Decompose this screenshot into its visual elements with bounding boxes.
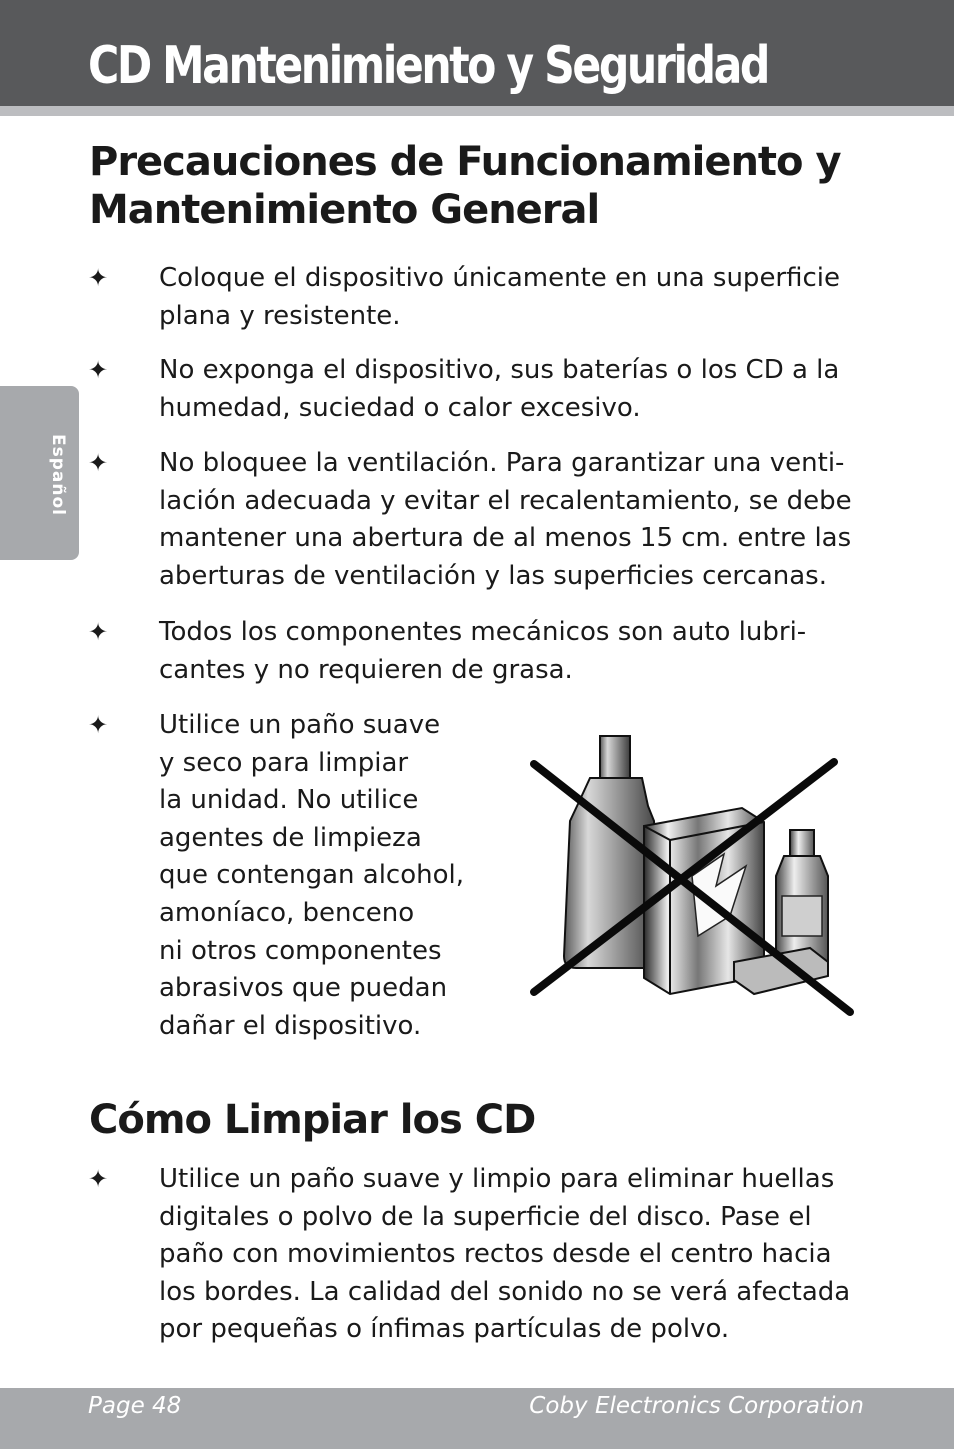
list-item-text: No bloquee la ventilación. Para garantizar una venti- lación adecuada y evitar el recalentamiento, se debe mantener una abertura de al menos 15 cm. entre las aberturas de ventilación y las superficies cercanas. (159, 448, 852, 591)
page-number: Page 48 (88, 1393, 182, 1419)
list-item-text: No exponga el dispositivo, sus baterías o los CD a la humedad, suciedad o calor excesivo. (159, 355, 840, 423)
star-bullet-icon: ✦ (88, 711, 109, 739)
section-heading-cleaning: Cómo Limpiar los CD (89, 1097, 536, 1143)
language-tab-label: Español (48, 434, 68, 516)
header-rule (0, 106, 954, 116)
star-bullet-icon: ✦ (88, 356, 109, 384)
list-item-text: Todos los componentes mecánicos son auto lubri- cantes y no requieren de grasa. (159, 617, 807, 685)
list-item-text: Utilice un paño suave y seco para limpiar la unidad. No utilice agentes de limpieza que contengan alcohol, amoníaco, benceno ni otros componentes abrasivos que puedan dañar el dispositivo. (159, 710, 465, 1041)
star-bullet-icon: ✦ (88, 618, 109, 646)
section-heading-precautions: Precauciones de Funcionamiento y Mantenimiento General (89, 139, 841, 233)
star-bullet-icon: ✦ (88, 449, 109, 477)
list-item-text: Utilice un paño suave y limpio para eliminar huellas digitales o polvo de la superficie del disco. Pase el paño con movimientos rectos desde el centro hacia los bordes. La calidad del sonido no se verá afectada por pequeñas o ínfimas partículas de polvo. (159, 1164, 851, 1345)
company-name: Coby Electronics Corporation (529, 1393, 864, 1419)
list-item-text: Coloque el dispositivo únicamente en una superficie plana y resistente. (159, 263, 841, 331)
page-title: CD Mantenimiento y Seguridad (88, 36, 768, 96)
no-cleaning-chemicals-illustration (524, 726, 859, 1021)
star-bullet-icon: ✦ (88, 264, 109, 292)
star-bullet-icon: ✦ (88, 1165, 109, 1193)
